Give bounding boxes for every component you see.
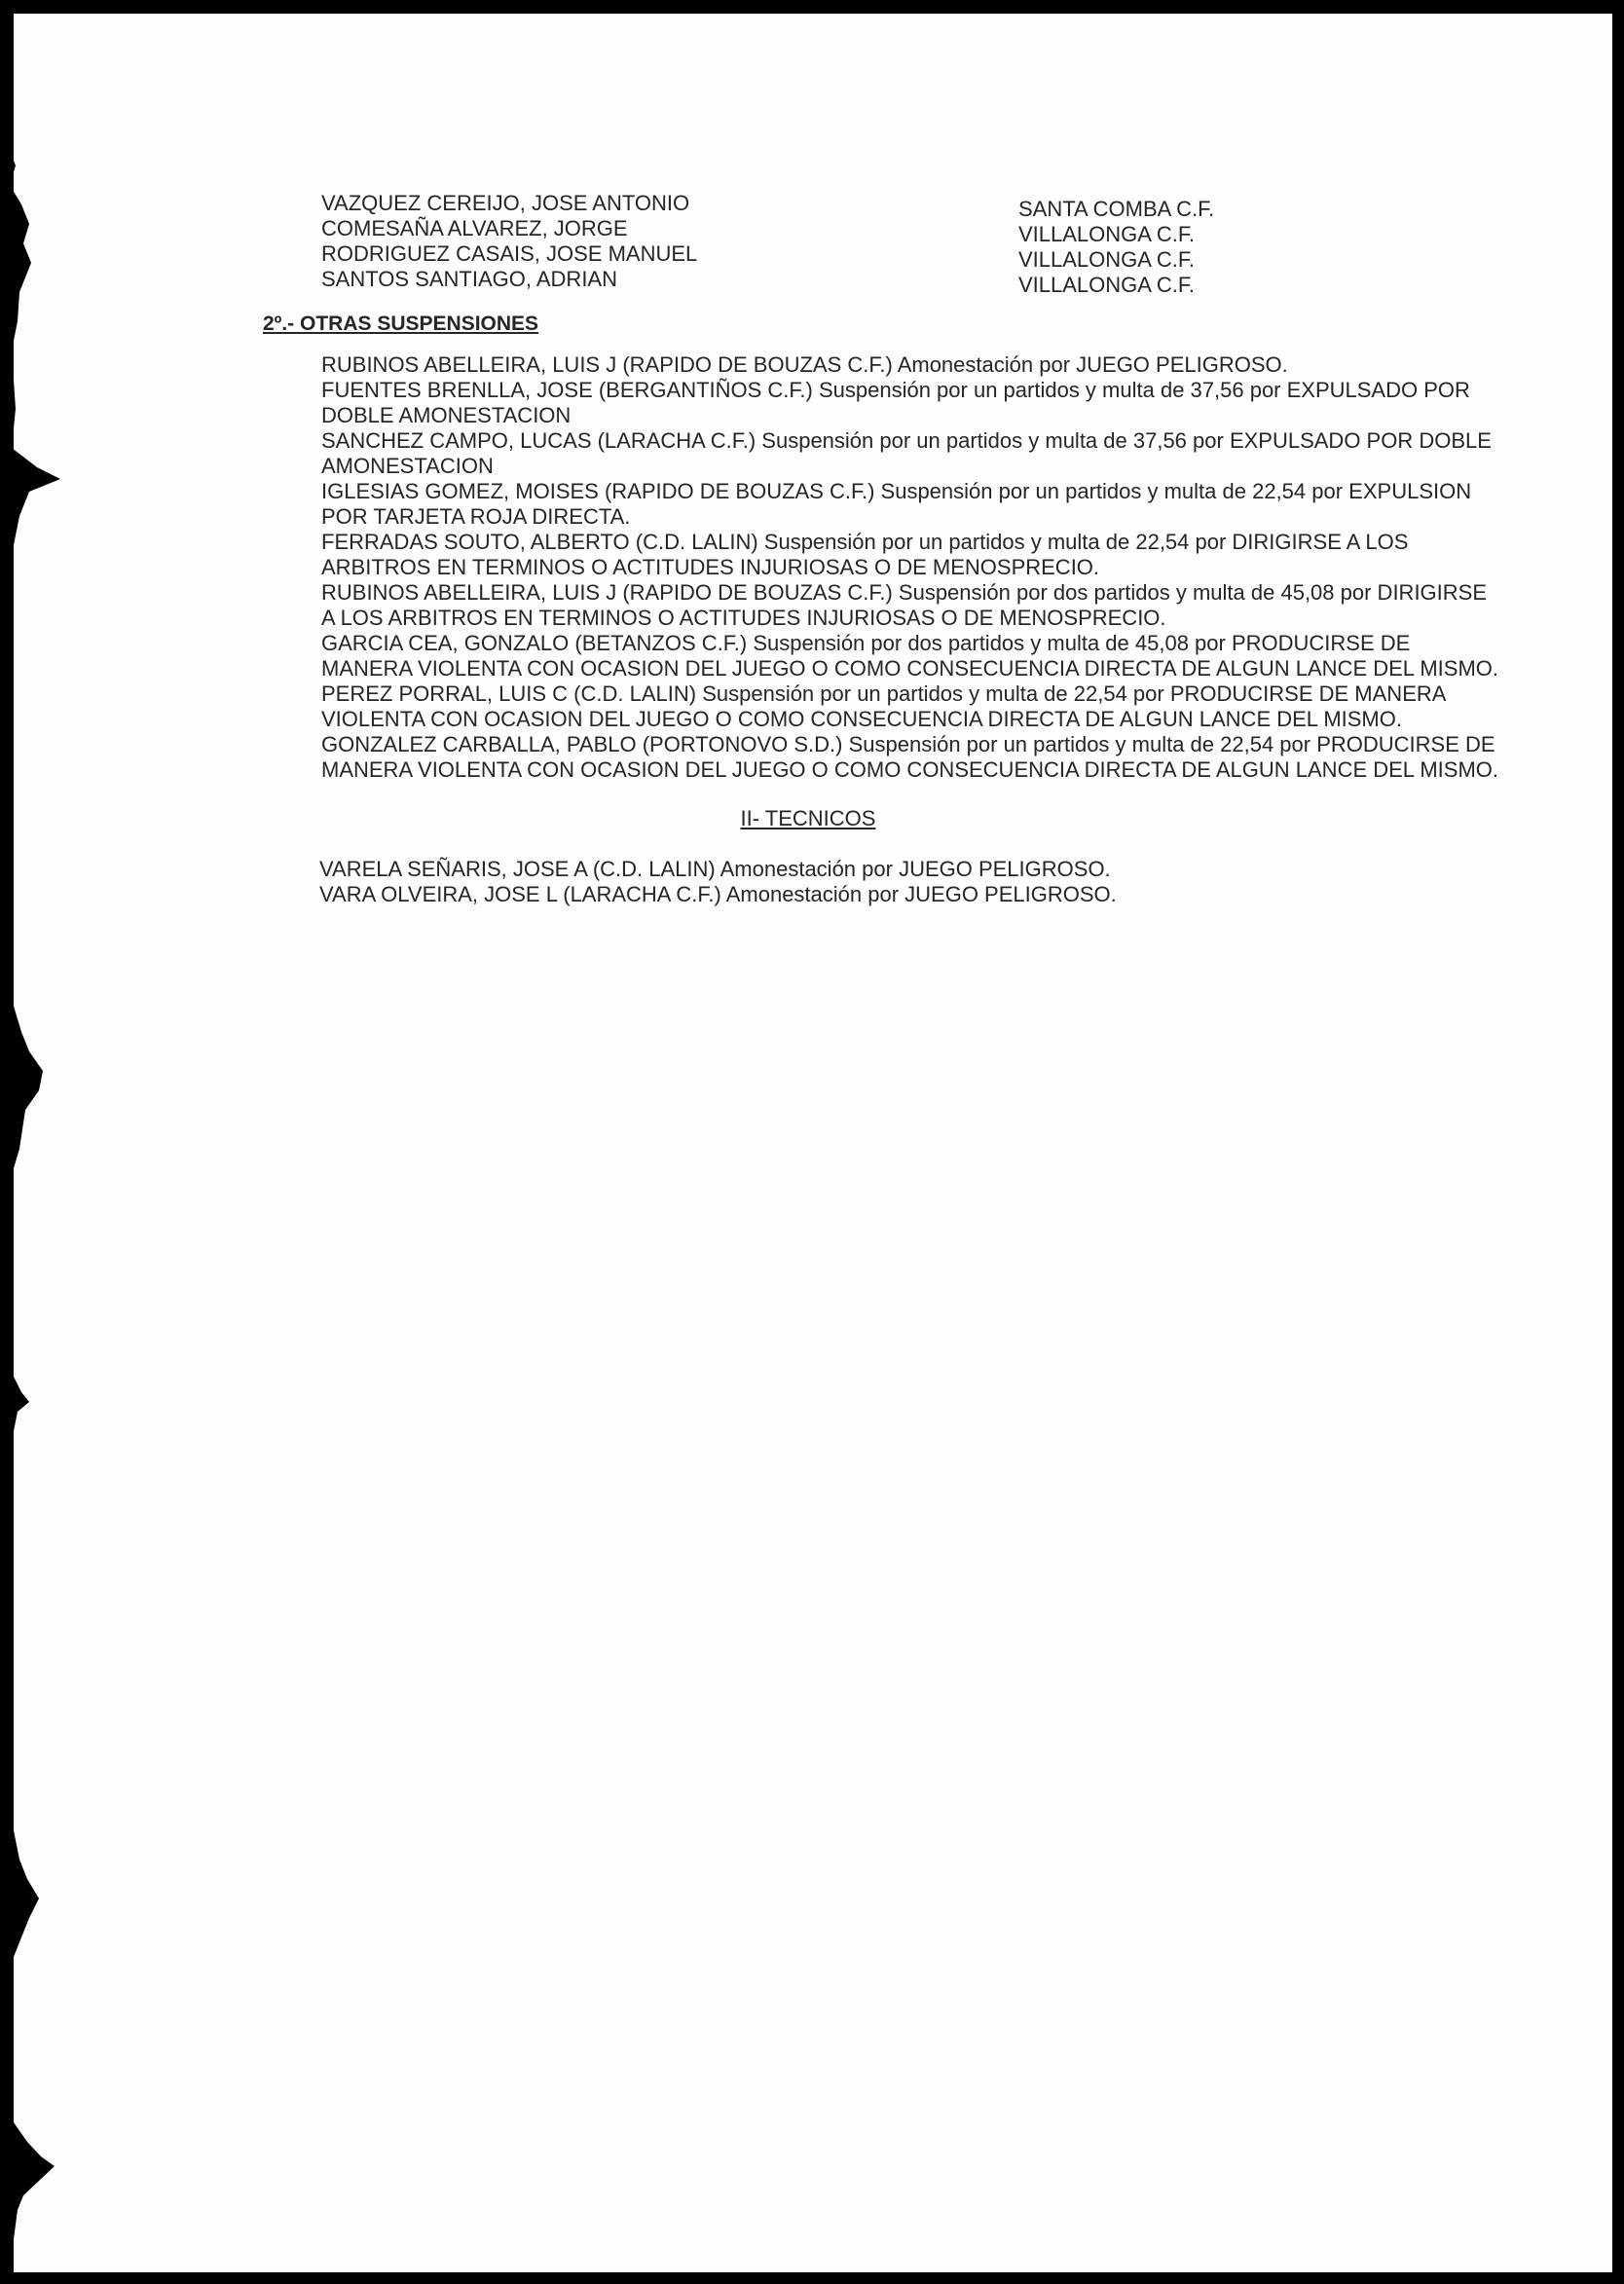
player-club: VILLALONGA C.F.: [1018, 273, 1195, 297]
torn-paper-edge: [0, 0, 68, 2284]
player-club: VILLALONGA C.F.: [1018, 222, 1195, 246]
sanction-entry: SANCHEZ CAMPO, LUCAS (LARACHA C.F.) Suspensión por un partidos y multa de 37,56 por EXPULSADO POR DOBLE AMONESTACION: [321, 428, 1492, 478]
sanction-entry: FERRADAS SOUTO, ALBERTO (C.D. LALIN) Suspensión por un partidos y multa de 22,54 por DIRIGIRSE A LOS ARBITROS EN TERMINOS O ACTITUDES INJURIOSAS O DE MENOSPRECIO.: [321, 530, 1409, 579]
sanction-entry: RUBINOS ABELLEIRA, LUIS J (RAPIDO DE BOUZAS C.F.) Suspensión por dos partidos y multa de 45,08 por DIRIGIRSE A LOS ARBITROS EN TERMINOS O ACTITUDES INJURIOSAS O DE MENOSPRECIO.: [321, 580, 1488, 630]
player-clubs-column: [1018, 197, 1408, 298]
player-club: SANTA COMBA C.F.: [1018, 197, 1215, 221]
sanction-entry: PEREZ PORRAL, LUIS C (C.D. LALIN) Suspensión por un partidos y multa de 22,54 por PRODUCIRSE DE MANERA VIOLENTA CON OCASION DEL JUEGO O COMO CONSECUENCIA DIRECTA DE ALGUN LANCE DEL MISMO.: [321, 682, 1446, 731]
sanction-entry: GONZALEZ CARBALLA, PABLO (PORTONOVO S.D.) Suspensión por un partidos y multa de 22,54 por PRODUCIRSE DE MANERA VIOLENTA CON OCASION DEL JUEGO O COMO CONSECUENCIA DIRECTA DE ALGUN LANCE DEL MISMO.: [321, 732, 1499, 782]
technician-entry: VARELA SEÑARIS, JOSE A (C.D. LALIN) Amonestación por JUEGO PELIGROSO.: [319, 857, 1111, 881]
player-name: VAZQUEZ CEREIJO, JOSE ANTONIO: [321, 191, 690, 215]
player-list: [263, 191, 1509, 298]
player-club: VILLALONGA C.F.: [1018, 247, 1195, 272]
sanction-entry: IGLESIAS GOMEZ, MOISES (RAPIDO DE BOUZAS C.F.) Suspensión por un partidos y multa de 22,54 por EXPULSION POR TARJETA ROJA DIRECTA.: [321, 479, 1472, 529]
player-name: RODRIGUEZ CASAIS, JOSE MANUEL: [321, 241, 698, 266]
sanction-entry: GARCIA CEA, GONZALO (BETANZOS C.F.) Suspensión por dos partidos y multa de 45,08 por PRODUCIRSE DE MANERA VIOLENTA CON OCASION DEL JUEGO O COMO CONSECUENCIA DIRECTA DE ALGUN LANCE DEL MISMO.: [321, 631, 1499, 681]
document-content: [263, 191, 1509, 907]
player-names-column: [321, 191, 925, 292]
sanction-entry: FUENTES BRENLLA, JOSE (BERGANTIÑOS C.F.) Suspensión por un partidos y multa de 37,56 por EXPULSADO POR DOBLE AMONESTACION: [321, 378, 1470, 427]
technicians-list: [319, 857, 1497, 907]
sanctions-list: [321, 352, 1499, 783]
technician-entry: VARA OLVEIRA, JOSE L (LARACHA C.F.) Amonestación por JUEGO PELIGROSO.: [319, 882, 1117, 906]
technicians-heading: II- TECNICOS: [740, 806, 876, 830]
sanction-entry: RUBINOS ABELLEIRA, LUIS J (RAPIDO DE BOUZAS C.F.) Amonestación por JUEGO PELIGROSO.: [321, 352, 1288, 377]
player-name: COMESAÑA ALVAREZ, JORGE: [321, 216, 628, 240]
player-name: SANTOS SANTIAGO, ADRIAN: [321, 267, 617, 291]
section-title: 2º.- OTRAS SUSPENSIONES: [263, 313, 539, 335]
